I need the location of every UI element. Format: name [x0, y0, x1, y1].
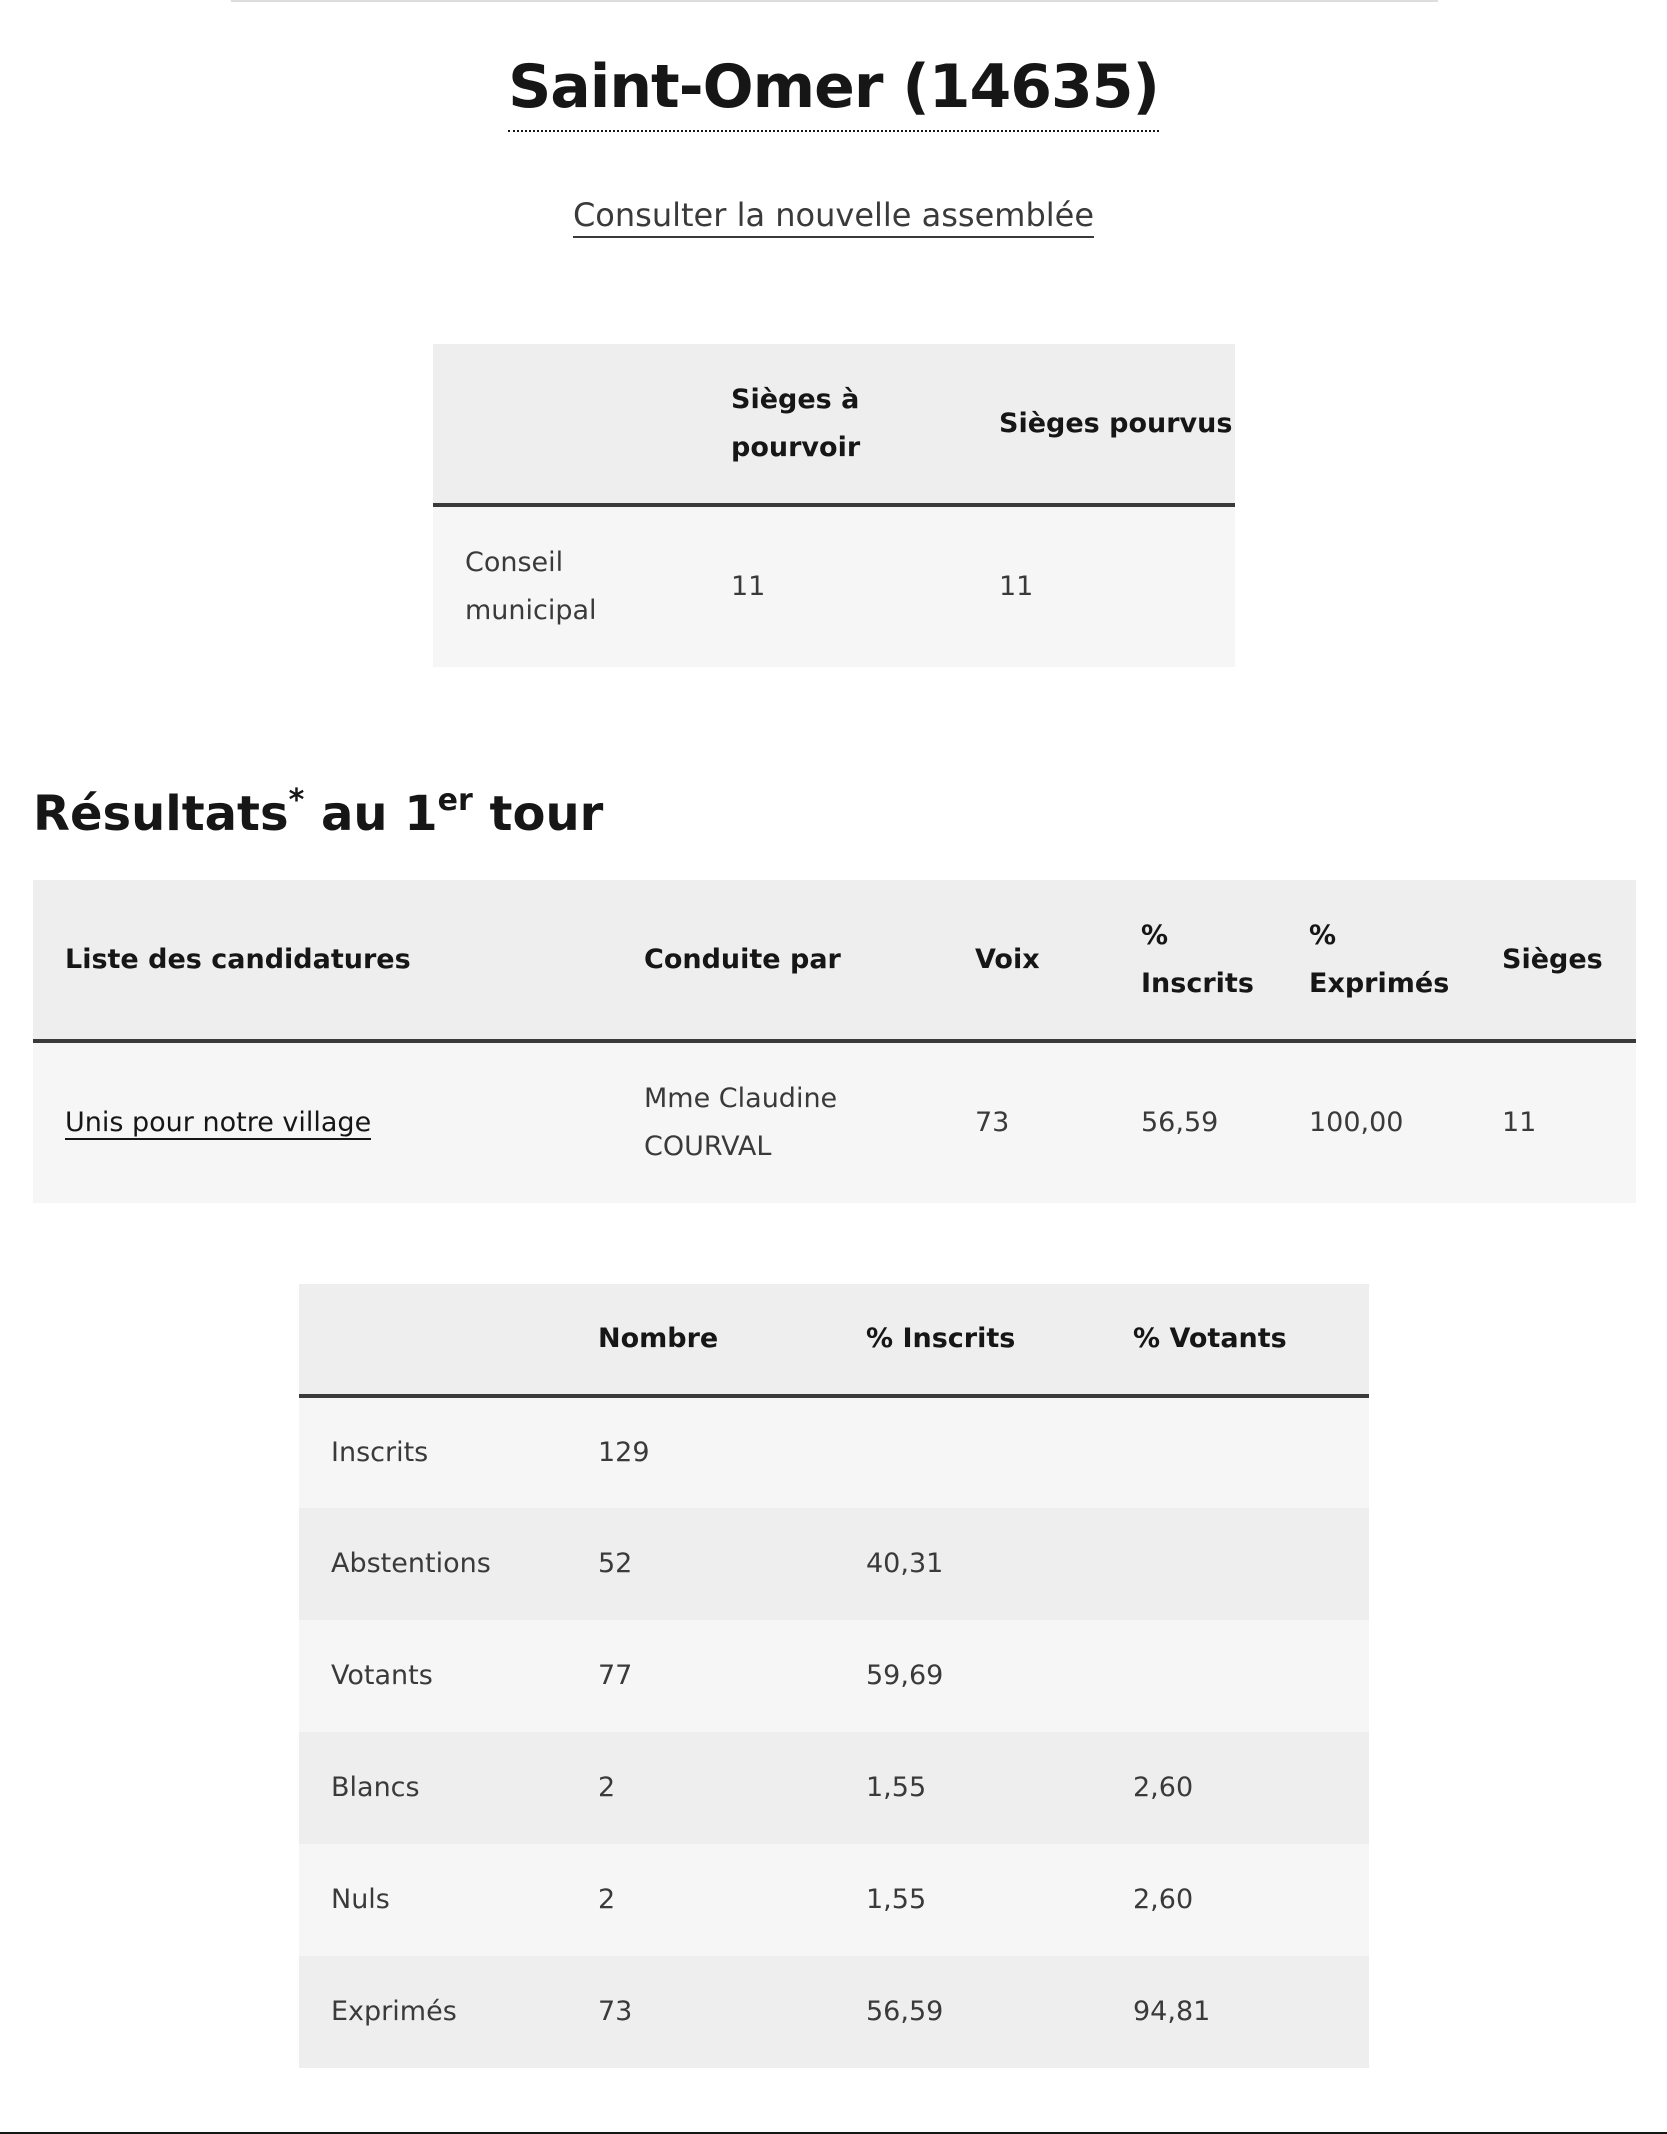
row-pct-voters: 2,60	[1133, 1884, 1194, 1915]
table-row	[299, 1508, 1369, 1620]
row-count: 73	[598, 1996, 633, 2027]
row-pct-registered: 59,69	[866, 1660, 944, 1691]
participation-header-count: Nombre	[598, 1323, 719, 1354]
results-header-seats: Sièges	[1502, 943, 1603, 975]
seats-table-header-row	[433, 344, 1235, 505]
seats-header-to-fill: Sièges à pourvoir	[731, 383, 861, 463]
results-title-asterisk: *	[288, 783, 305, 818]
results-pct-registered-cell: 56,59	[1141, 1107, 1219, 1138]
results-votes-cell: 73	[975, 1107, 1010, 1138]
results-table	[33, 880, 1636, 1203]
results-list-cell	[33, 1041, 612, 1203]
row-pct-voters	[1101, 1620, 1369, 1732]
row-pct-voters	[1101, 1508, 1369, 1620]
row-count: 2	[598, 1772, 616, 1803]
table-row	[299, 1620, 1369, 1732]
row-pct-registered: 40,31	[866, 1548, 944, 1579]
new-assembly-link[interactable]: Consulter la nouvelle assemblée	[573, 196, 1094, 238]
results-header-pct-expressed: % Exprimés	[1309, 919, 1450, 999]
row-pct-registered	[834, 1396, 1101, 1508]
row-count: 2	[598, 1884, 616, 1915]
row-label: Exprimés	[331, 1996, 457, 2027]
row-count: 52	[598, 1548, 633, 1579]
results-header-votes: Voix	[975, 943, 1040, 975]
seats-to-fill-value: 11	[731, 571, 766, 602]
row-label: Abstentions	[331, 1548, 491, 1579]
results-section-title	[33, 772, 603, 856]
results-title-mid: au 1	[304, 786, 438, 842]
table-row	[299, 1396, 1369, 1508]
participation-header-blank	[299, 1284, 566, 1396]
seats-filled-value: 11	[999, 571, 1034, 602]
participation-table	[299, 1284, 1369, 2068]
row-label: Votants	[331, 1660, 433, 1691]
table-row	[299, 1844, 1369, 1956]
row-label: Blancs	[331, 1772, 420, 1803]
participation-header-pct-registered: % Inscrits	[866, 1323, 1016, 1354]
participation-header-row	[299, 1284, 1369, 1396]
row-pct-registered: 1,55	[866, 1772, 927, 1803]
results-header-pct-registered: % Inscrits	[1141, 919, 1254, 999]
row-count: 129	[598, 1437, 650, 1468]
results-header-list: Liste des candidatures	[65, 943, 411, 975]
results-table-header-row	[33, 880, 1636, 1041]
table-row	[299, 1956, 1369, 2068]
row-pct-voters: 2,60	[1133, 1772, 1194, 1803]
candidate-list-link[interactable]: Unis pour notre village	[65, 1107, 372, 1138]
participation-header-pct-voters: % Votants	[1133, 1323, 1287, 1354]
seats-table	[433, 344, 1235, 667]
results-header-leader: Conduite par	[644, 943, 841, 975]
seats-body-label: Conseil municipal	[465, 547, 597, 626]
seats-header-filled: Sièges pourvus	[999, 407, 1233, 439]
results-title-ordinal: er	[437, 783, 473, 818]
results-title-main: Résultats	[33, 786, 289, 842]
title-container	[0, 44, 1667, 132]
table-row	[433, 505, 1235, 667]
row-label: Inscrits	[331, 1437, 429, 1468]
top-divider	[231, 0, 1438, 2]
table-row	[33, 1041, 1636, 1203]
row-label: Nuls	[331, 1884, 390, 1915]
row-pct-voters	[1101, 1396, 1369, 1508]
results-pct-expressed-cell: 100,00	[1309, 1107, 1404, 1138]
row-count: 77	[598, 1660, 633, 1691]
row-pct-registered: 1,55	[866, 1884, 927, 1915]
row-pct-registered: 56,59	[866, 1996, 944, 2027]
results-leader-cell: Mme Claudine COURVAL	[644, 1083, 838, 1162]
table-row	[299, 1732, 1369, 1844]
results-title-end: tour	[472, 786, 604, 842]
results-seats-cell: 11	[1502, 1107, 1537, 1138]
seats-header-blank	[433, 344, 699, 505]
page-title: Saint-Omer (14635)	[508, 44, 1159, 132]
assembly-link-container	[0, 196, 1667, 234]
row-pct-voters: 94,81	[1133, 1996, 1211, 2027]
